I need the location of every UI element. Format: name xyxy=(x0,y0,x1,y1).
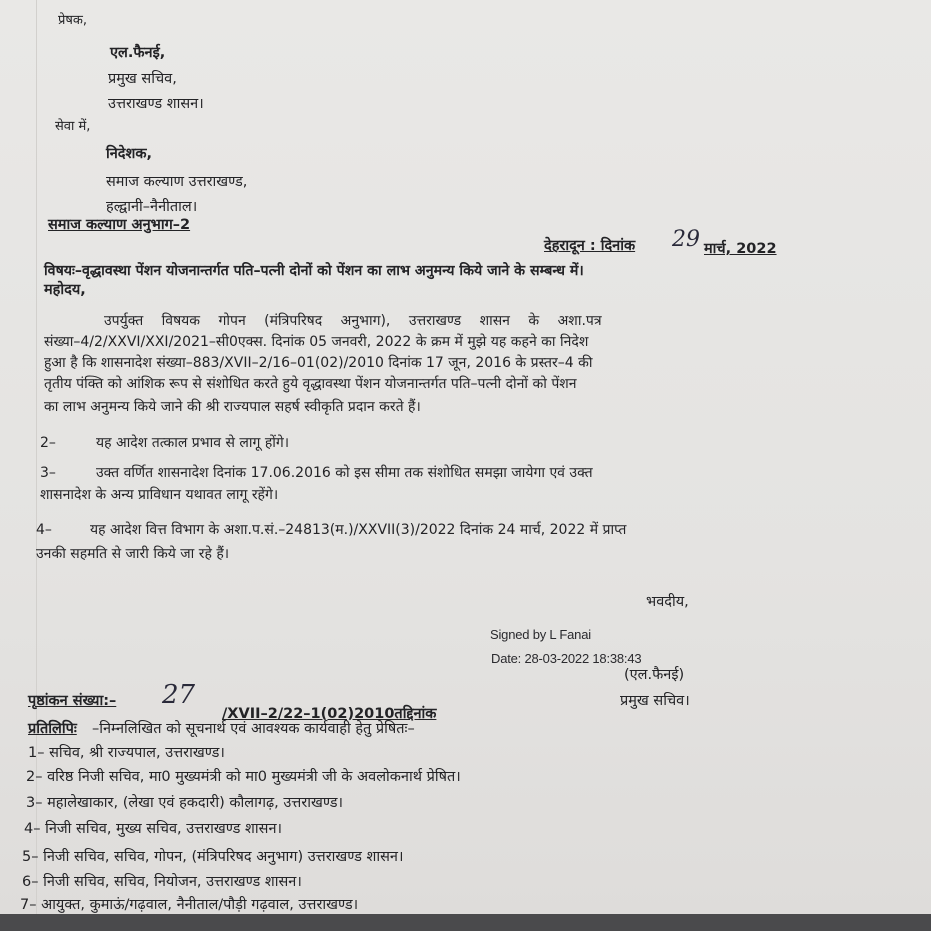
copy-item-2: 2– वरिष्ठ निजी सचिव, मा0 मुख्यमंत्री को मा0 मुख्यमंत्री जी के अवलोकनार्थ प्रेषित। xyxy=(26,769,461,785)
date-month-year: मार्च, 2022 xyxy=(704,241,777,257)
digital-signature-name: Signed by L Fanai xyxy=(490,627,591,642)
recipient-name: निदेशक, xyxy=(106,146,153,162)
paragraph-3-number: 3– xyxy=(40,465,56,481)
subject-line: विषयः–वृद्धावस्था पेंशन योजनान्तर्गत पति–पत्नी दोनों को पेंशन का लाभ अनुमन्य किये जाने के सम्बन्ध में। xyxy=(44,263,584,279)
sender-designation: प्रमुख सचिव, xyxy=(108,71,177,87)
copy-item-5: 5– निजी सचिव, सचिव, गोपन, (मंत्रिपरिषद अनुभाग) उत्तराखण्ड शासन। xyxy=(22,849,404,865)
paragraph-1-line-1: उपर्युक्त विषयक गोपन (मंत्रिपरिषद अनुभाग), उत्तराखण्ड शासन के अशा.पत्र xyxy=(104,313,602,329)
paragraph-3-line-2: शासनादेश के अन्य प्राविधान यथावत लागू रहेंगे। xyxy=(40,487,279,503)
paragraph-2-number: 2– xyxy=(40,435,56,451)
paragraph-2-line-1: यह आदेश तत्काल प्रभाव से लागू होंगे। xyxy=(96,435,290,451)
handwritten-endorsement-number: 27 xyxy=(162,680,196,710)
endorsement-suffix: /XVII–2/22–1(02)2010तद्दिनांक xyxy=(222,706,437,722)
copy-item-3: 3– महालेखाकार, (लेखा एवं हकदारी) कौलागढ़, उत्तराखण्ड। xyxy=(26,795,344,811)
copy-text: –निम्नलिखित को सूचनार्थ एवं आवश्यक कार्यवाही हेतु प्रेषितः– xyxy=(92,721,415,737)
paragraph-1-line-5: का लाभ अनुमन्य किये जाने की श्री राज्यपाल सहर्ष स्वीकृति प्रदान करते हैं। xyxy=(44,399,421,415)
salutation: महोदय, xyxy=(44,282,86,298)
date-place-prefix: देहरादून : दिनांक xyxy=(544,238,636,254)
paragraph-4-line-1: यह आदेश वित्त विभाग के अशा.प.सं.–24813(म.)/XXVII(3)/2022 दिनांक 24 मार्च, 2022 में प्राप्त xyxy=(90,522,627,538)
paragraph-1-line-2: संख्या–4/2/XXVI/XXI/2021–सी0एक्स. दिनांक 05 जनवरी, 2022 के क्रम में मुझे यह कहने का निदेश xyxy=(44,334,589,350)
recipient-place: हल्द्वानी–नैनीताल। xyxy=(106,199,198,215)
digital-signature-date: Date: 28-03-2022 18:38:43 xyxy=(491,651,642,666)
copy-item-6: 6– निजी सचिव, सचिव, नियोजन, उत्तराखण्ड शासन। xyxy=(22,874,302,890)
paragraph-4-number: 4– xyxy=(36,522,52,538)
copy-item-7: 7– आयुक्त, कुमाऊं/गढ़वाल, नैनीताल/पौड़ी गढ़वाल, उत्तराखण्ड। xyxy=(20,897,359,913)
endorsement-prefix: पृष्ठांकन संख्या:– xyxy=(28,693,117,709)
sender-name: एल.फैनई, xyxy=(110,45,166,61)
closing-yours: भवदीय, xyxy=(646,594,689,610)
handwritten-date-day: 29 xyxy=(672,227,700,252)
closing-designation: प्रमुख सचिव। xyxy=(620,693,690,709)
section-heading: समाज कल्याण अनुभाग–2 xyxy=(48,217,191,233)
sender-label: प्रेषक, xyxy=(58,13,88,28)
closing-name: (एल.फैनई) xyxy=(624,667,685,683)
paragraph-1-line-4: तृतीय पंक्ति को आंशिक रूप से संशोधित करते हुये वृद्धावस्था पेंशन योजनान्तर्गत पति–पत्नी दोनों को पेंशन xyxy=(44,376,577,392)
paragraph-1-line-3: हुआ है कि शासनादेश संख्या–883/XVII–2/16–01(02)/2010 दिनांक 17 जून, 2016 के प्रस्तर–4 की xyxy=(44,355,593,371)
copy-item-4: 4– निजी सचिव, मुख्य सचिव, उत्तराखण्ड शासन। xyxy=(24,821,283,837)
recipient-label: सेवा में, xyxy=(55,119,91,134)
copy-label: प्रतिलिपिः xyxy=(28,721,77,737)
copy-item-1: 1– सचिव, श्री राज्यपाल, उत्तराखण्ड। xyxy=(28,745,225,761)
sender-office: उत्तराखण्ड शासन। xyxy=(108,96,204,112)
paragraph-3-line-1: उक्त वर्णित शासनादेश दिनांक 17.06.2016 को इस सीमा तक संशोधित समझा जायेगा एवं उक्त xyxy=(96,465,593,481)
scan-bottom-edge xyxy=(0,914,931,931)
paragraph-4-line-2: उनकी सहमति से जारी किये जा रहे हैं। xyxy=(36,546,230,562)
recipient-department: समाज कल्याण उत्तराखण्ड, xyxy=(106,174,248,190)
